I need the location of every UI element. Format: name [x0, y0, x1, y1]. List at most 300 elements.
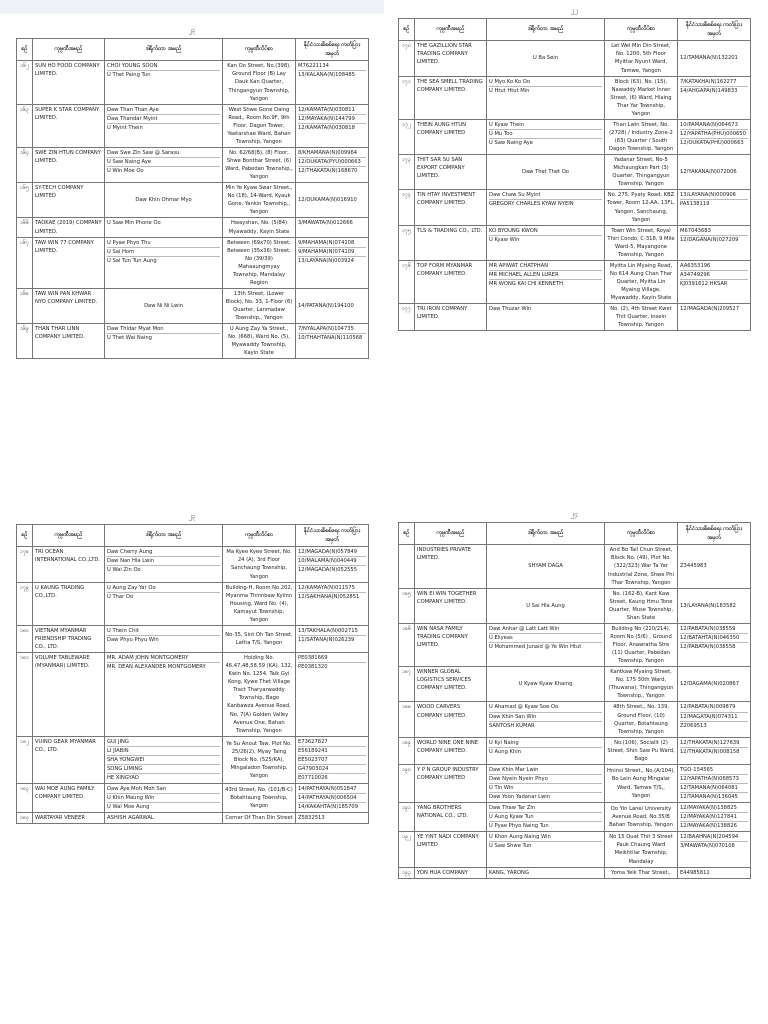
- director-name: U Aung Khin: [489, 747, 602, 756]
- registration-list: [678, 737, 751, 764]
- registration-number: A34749296: [680, 270, 748, 279]
- director-name: U Khon Aung Naing Win: [489, 834, 551, 841]
- director-name: ASHISH AGARWAL: [107, 815, 154, 822]
- company-name: WORLD NINE ONE NINE COMPANY LIMITED.: [415, 737, 487, 764]
- company-name: TRI OCEAN INTERNATIONAL CO.,LTD.: [33, 547, 105, 582]
- registration-number: 14/AHGAPA(N)149833: [680, 86, 748, 95]
- table-row: [17, 288, 369, 323]
- row-number: ၁၈၃: [17, 784, 33, 813]
- director-name: Daw Ni Ni Lwin: [144, 303, 183, 310]
- registration-number: 12/THAKATA(N)008158: [680, 747, 748, 756]
- director-name: U Wai Zin Oo: [107, 565, 220, 574]
- director-name: Daw Anhar @ Latt Latt Win: [489, 625, 560, 632]
- header-address: ကုမ္ပဏီလိပ်စာ: [605, 19, 678, 41]
- director-name: MR. ADAM JOHN MONTGOMERY: [107, 655, 189, 662]
- director-name: U Pyae Phyo Naing Tun: [489, 821, 602, 830]
- table-row: [17, 784, 369, 813]
- director-name: Daw Thaw Tar Zin: [489, 805, 536, 812]
- table-row: [17, 183, 369, 218]
- registration-list: [678, 155, 751, 190]
- row-number: ၁၈၀: [17, 625, 33, 652]
- company-name: THE GAZILLION STAR TRADING COMPANY LIMITED.: [415, 41, 487, 76]
- registration-list: [678, 832, 751, 867]
- registration-list: [678, 260, 751, 303]
- registration-number: EE5023707: [298, 755, 366, 764]
- director-list: [487, 867, 605, 878]
- registration-number: 14/KAKAHTA(N)185709: [298, 802, 366, 811]
- header-company: ကုမ္ပဏီအမည်: [33, 525, 105, 547]
- table-row: [17, 324, 369, 359]
- header-registration: နိုင်ငံသားစိစစ်ရေး ကတ်ပြားအမှတ်: [678, 19, 751, 41]
- director-list: [487, 260, 605, 303]
- company-name: WIN NASA FAMILY TRADING COMPANY LIMITED.: [415, 623, 487, 666]
- company-name: VUINO GEAR MYANMAR CO., LTD.: [33, 736, 105, 783]
- director-list: [487, 155, 605, 190]
- registration-number: 12/TAMANA(N)064081: [680, 783, 748, 792]
- director-name: LI JIABIN: [107, 746, 220, 755]
- director-name: U Khin Maung Win: [107, 793, 220, 802]
- director-name: CHOI YOUNG SOON: [107, 63, 158, 70]
- registration-number: Z2069513: [680, 721, 748, 730]
- company-address: Block (63), No. (15), Nawaddy Market Inner Street, (6) Ward, Hlaing Thar Yar Township, Yangon: [605, 76, 678, 119]
- registration-list: [678, 545, 751, 588]
- page-number: ၂၄: [570, 510, 578, 518]
- company-name: THEIN AUNG HTUN COMPANY LIMITED: [415, 119, 487, 154]
- director-list: [487, 119, 605, 154]
- registration-list: [678, 702, 751, 737]
- company-name: VOLUME TABLEWARE (MYANMAR) LIMITED.: [33, 653, 105, 737]
- registration-list: [678, 225, 751, 260]
- director-name: U Saw Naing Aye: [107, 157, 220, 166]
- company-address: Ma Kyee Kyee Street, No. 24 (A), 3rd Floor Sanchaung Township, Yangon: [223, 547, 296, 582]
- table-row: [399, 588, 751, 623]
- director-list: [105, 237, 223, 288]
- director-name: U Kyaw Win: [489, 235, 602, 244]
- row-number: [399, 545, 415, 588]
- company-address: Kan Oo Street, No.(398), Ground Floor (B) Lay Dauk Kan Quarter, Thingangyun Township, Yangon: [223, 61, 296, 104]
- registration-number: 14/PATHAYA(N)006504: [298, 793, 366, 802]
- company-table: [398, 18, 751, 331]
- header-address: ကုမ္ပဏီလိပ်စာ: [223, 525, 296, 547]
- company-name: SWE ZIN HTUN COMPANY LIMITED.: [33, 147, 105, 182]
- header-director: ဒါရိုက်တာ အမည်: [487, 523, 605, 545]
- company-address: Building-H, Room No.202, Myanma Thinnbaw Kyiinn Housing, Ward No. (4), Kamayut Township, Yangon: [223, 582, 296, 625]
- director-name: MR. DEAN ALEXANDER MONTGOMERY: [107, 662, 220, 671]
- company-address: No. (2), 4th Street Kwet Thit Quarter, Insein Township, Yangon: [605, 304, 678, 331]
- registration-list: [296, 653, 369, 737]
- registration-list: [678, 41, 751, 76]
- director-name: Daw Khin Ohmar Myo: [135, 197, 192, 204]
- company-name: TLS & TRADING CO., LTD.: [415, 225, 487, 260]
- registration-number: 12/OUKATA(PHU)000663: [680, 138, 748, 147]
- registration-list: [296, 104, 369, 147]
- registration-list: [678, 803, 751, 832]
- table-row: [399, 304, 751, 331]
- table-row: [399, 702, 751, 737]
- registration-number: 12/TAMANA(N)136045: [680, 792, 748, 801]
- row-number: ၁၇၈: [17, 547, 33, 582]
- director-name: U Ahamad @ Kyaw Soe Oo: [489, 704, 559, 711]
- company-address: Myitta Lin Myaing Road, No 614 Aung Chan Thar Quarter, Myitta Lin Myaing Village, Myawaddy, Kayin State: [605, 260, 678, 303]
- header-no: စဉ်: [399, 19, 415, 41]
- director-name: Daw Thet Thet Oo: [522, 169, 569, 176]
- registration-number: 12/MAGADA(N)057849: [298, 549, 358, 556]
- company-address: Corner Of Than Din Street: [223, 813, 296, 824]
- director-list: [105, 288, 223, 323]
- registration-list: [678, 304, 751, 331]
- table-row: [17, 813, 369, 824]
- company-name: YON HUA COMPANY: [415, 867, 487, 878]
- director-name: GREGORY CHARLES KYAW NYEIN: [489, 199, 602, 208]
- row-number: ၁၆၅: [17, 183, 33, 218]
- company-address: Let Wel Min Din Street, No. 1200, 5th Floor Myittar Nyunt Ward, Tamwe, Yangon: [605, 41, 678, 76]
- director-name: U Myint Thein: [107, 123, 220, 132]
- row-number: ၁၆၈: [17, 288, 33, 323]
- company-address: No. 62/68(B), (8) Floor, Shwe Bonthar Street, (6) Ward, Pabedan Township,, Yangon: [223, 147, 296, 182]
- registration-number: Z3445983: [680, 563, 707, 570]
- table-row: [399, 41, 751, 76]
- row-number: ၁၇၃: [399, 155, 415, 190]
- company-name: SUN HO FOOD COMPANY LIMITED.: [33, 61, 105, 104]
- registration-number: 8/KHAMANA(N)009964: [298, 149, 358, 156]
- page-panel-4: [398, 510, 750, 1024]
- director-name: Daw Phyu Phyu Win: [107, 635, 220, 644]
- row-number: ၁၇၂: [399, 119, 415, 154]
- company-name: TAW WIN 77 COMPANY LIMITED.: [33, 237, 105, 288]
- director-list: [105, 324, 223, 359]
- registration-number: PE0381669: [298, 655, 328, 662]
- company-address: And Bo Tail Chun Street, Block No. (49), Plot No. (322/323) War Ta Yar Industrial Zone, Shwe Phi Thar Township, Yangon: [605, 545, 678, 588]
- director-name: U Mu Too: [489, 129, 602, 138]
- table-row: [399, 803, 751, 832]
- registration-number: E44985811: [680, 869, 710, 876]
- director-name: U Thein Chit: [107, 627, 139, 634]
- registration-number: AA6353196: [680, 262, 711, 269]
- director-list: [105, 147, 223, 182]
- registration-list: [678, 119, 751, 154]
- table-row: [399, 190, 751, 225]
- company-name: THIT SAR SU SAN EXPORT COMPANY LIMITED.: [415, 155, 487, 190]
- table-row: [399, 76, 751, 119]
- row-number: ၁၇၇: [399, 304, 415, 331]
- table-row: [399, 623, 751, 666]
- top-strip: [0, 0, 384, 14]
- row-number: ၁၇၁: [399, 76, 415, 119]
- table-row: [399, 225, 751, 260]
- row-number: ၁၉၁: [399, 803, 415, 832]
- row-number: ၁၉၀: [399, 764, 415, 802]
- director-list: [105, 547, 223, 582]
- director-list: [105, 653, 223, 737]
- director-list: [105, 625, 223, 652]
- director-name: U Saw Shwe Tun: [489, 841, 602, 850]
- row-number: ၁၆၇: [17, 237, 33, 288]
- director-list: [105, 582, 223, 625]
- company-name: THAN THAR LINN COMPANY LIMITED.: [33, 324, 105, 359]
- registration-list: [296, 61, 369, 104]
- company-name: YE YINT NADI COMPANY LIMITED: [415, 832, 487, 867]
- table-header-row: [17, 525, 369, 547]
- director-list: [487, 764, 605, 802]
- registration-number: 13/TAKHALA(N)002715: [298, 627, 358, 634]
- registration-number: 13/KALANA(N)108485: [298, 70, 366, 79]
- registration-number: PE0381320: [298, 662, 366, 671]
- registration-list: [296, 288, 369, 323]
- company-name: SY-TECH COMPANY LIMITED: [33, 183, 105, 218]
- company-name: WAI MOE AUNG FAMILY COMPANY LIMITED.: [33, 784, 105, 813]
- director-list: [487, 304, 605, 331]
- registration-number: 12/OUKATA(PYU)000663: [298, 157, 366, 166]
- director-name: Daw Thandar Myint: [107, 114, 220, 123]
- director-list: [487, 41, 605, 76]
- company-name: SUPER K STAR COMPANY LIMITED.: [33, 104, 105, 147]
- row-number: ၁၆၆: [17, 218, 33, 237]
- registration-number: 9/MAHAMA(N)074109: [298, 247, 366, 256]
- row-number: ၁၇၀: [399, 41, 415, 76]
- registration-number: 12/KAMATA(N)030811: [298, 106, 355, 113]
- registration-number: TGO-154565: [680, 766, 714, 773]
- director-name: GUI JING: [107, 738, 129, 745]
- director-name: Daw Thuzar Win: [489, 306, 532, 313]
- registration-list: [678, 623, 751, 666]
- director-name: U Thar Oo: [107, 592, 220, 601]
- registration-number: 12/MAYAKA(N)138826: [680, 821, 748, 830]
- registration-number: 12/BAAHNA(N)204594: [680, 834, 739, 841]
- company-address: Kantkaw Myaing Street, No. 175 30th Ward, (Thuwana), Thingangyun Township,, Yangon: [605, 667, 678, 702]
- director-list: [105, 218, 223, 237]
- registration-list: [296, 736, 369, 783]
- director-name: U Kyi Naing: [489, 739, 519, 746]
- registration-number: 12/TAMANA(N)132201: [680, 55, 738, 62]
- director-list: [487, 588, 605, 623]
- table-row: [17, 61, 369, 104]
- director-list: [487, 803, 605, 832]
- company-name: THE SEA SMELL TRADING COMPANY LIMITED.: [415, 76, 487, 119]
- company-table: [398, 522, 751, 879]
- registration-number: 12/MAGATA(N)074311: [680, 712, 748, 721]
- table-row: [17, 653, 369, 737]
- director-name: U Htut Htut Min: [489, 86, 602, 95]
- header-no: စဉ်: [17, 525, 33, 547]
- registration-list: [678, 76, 751, 119]
- registration-number: 12/MAGADA(N)052555: [298, 565, 366, 574]
- header-no: စဉ်: [17, 39, 33, 61]
- company-name: TAOKAE (2019) COMPANY LIMITED.: [33, 218, 105, 237]
- company-table: [16, 38, 369, 359]
- header-registration: နိုင်ငံသားစိစစ်ရေး ကတ်ပြားအမှတ်: [296, 525, 369, 547]
- row-number: ၁၆၄: [17, 147, 33, 182]
- company-address: 13th Street, (Lower Block), No. 33, 1-Floor (6) Quarter, Lanmadaw Township,, Yangon: [223, 288, 296, 323]
- registration-list: [296, 547, 369, 582]
- registration-number: 13/LAYANA(N)003924: [298, 256, 366, 265]
- registration-list: [678, 667, 751, 702]
- row-number: ၁၇၆: [399, 260, 415, 303]
- registration-number: 14/PATHAYA(N)051847: [298, 786, 357, 792]
- director-name: U Eliyeas: [489, 633, 602, 642]
- row-number: ၁၉၂: [399, 832, 415, 867]
- registration-number: 12/MAYAKA(N)127841: [680, 812, 748, 821]
- company-address: Holding No. 46,47,48,58,59 (KA), 132, Kwin No. 1254, Taik Gyi Kong, Kywe Thet Village Tract Tharyarwaddy Township, Bago Kanbawza Avenue Road, No. 7(A) Golden Valley Avenue One, Bahan Township, Yangon: [223, 653, 296, 737]
- company-name: WOOD CARVERS COMPANY LIMITED.: [415, 702, 487, 737]
- header-registration: နိုင်ငံသားစိစစ်ရေး ကတ်ပြားအမှတ်: [296, 39, 369, 61]
- registration-number: 7/NYALAPA(N)104735: [298, 326, 354, 333]
- row-number: ၁၇၅: [399, 225, 415, 260]
- company-name: WARTAYAR VENEER: [33, 813, 105, 824]
- company-address: Hwayshan, No. (5/84) Myawaddy, Kayin State: [223, 218, 296, 237]
- company-name: TAW WIN PAN KHWAR NYO COMPANY LIMITED.: [33, 288, 105, 323]
- row-number: ၁၉၃: [399, 867, 415, 878]
- company-address: Hninsi Street,, No.(A/104), Bo Lein Aung Mingalar Ward, Tamwe T/S,, Yangon: [605, 764, 678, 802]
- table-header-row: [399, 523, 751, 545]
- registration-number: PA5138119: [680, 199, 748, 208]
- director-list: [105, 183, 223, 218]
- company-address: No.(106), Socialit (2) Street, Shin Saw Pu Ward, Bago: [605, 737, 678, 764]
- table-row: [399, 737, 751, 764]
- page-panel-1: [16, 26, 368, 456]
- table-row: [17, 547, 369, 582]
- director-list: [487, 832, 605, 867]
- header-no: စဉ်: [399, 523, 415, 545]
- registration-number: KJ0391612 HKSAR: [680, 279, 748, 288]
- table-row: [399, 545, 751, 588]
- company-name: TIN HTAY INVESTMENT COMPANY LIMITED.: [415, 190, 487, 225]
- table-row: [17, 625, 369, 652]
- registration-list: [296, 183, 369, 218]
- director-list: [487, 190, 605, 225]
- company-name: Y P N GROUP INDUSTRY COMPANY LIMITED: [415, 764, 487, 802]
- director-name: U Aung Zay Yar Oo: [107, 584, 156, 591]
- company-address: Than Lwin Street, No. (2728) / Industry Zone-2 (63) Quarter / South Dagon Township, Yangon: [605, 119, 678, 154]
- director-name: U Myo Ko Ko Oo: [489, 78, 531, 85]
- company-name: VIETNAM MYANMAR FRIENDSHIP TRADING CO., LTD.: [33, 625, 105, 652]
- registration-list: [296, 147, 369, 182]
- header-director: ဒါရိုက်တာ အမည်: [105, 525, 223, 547]
- director-name: Daw Aye Moh Moh San: [107, 786, 167, 792]
- company-address: Town Win Street, Royal Thiri Condo, C-318, 9 Mile Ward-5, Mayangone Township, Yangon: [605, 225, 678, 260]
- director-name: U Sai Hom: [107, 247, 220, 256]
- director-list: [487, 667, 605, 702]
- director-name: U Thet Paing Tun: [107, 70, 220, 79]
- table-row: [399, 667, 751, 702]
- header-company: ကုမ္ပဏီအမည်: [33, 39, 105, 61]
- registration-number: 13/LAYANA(N)000906: [680, 192, 736, 199]
- director-name: U Tin Win: [489, 783, 602, 792]
- registration-number: M76221134: [298, 63, 329, 70]
- table-row: [399, 867, 751, 878]
- director-name: U Aung Kyaw Tun: [489, 812, 602, 821]
- director-list: [105, 736, 223, 783]
- table-row: [17, 582, 369, 625]
- company-address: 43rd Street, No. (101/B-C) Botahtaung Township, Yangon: [223, 784, 296, 813]
- registration-number: E07710026: [298, 773, 366, 782]
- director-name: MR WONG KAI CHI KENNETH: [489, 279, 602, 288]
- director-name: SHYAM DAGA: [528, 563, 563, 570]
- director-name: U Saw Min Phone Oo: [107, 220, 161, 227]
- page-number: ၂၃: [188, 26, 196, 34]
- director-name: Daw Than Than Aye: [107, 106, 159, 113]
- director-list: [487, 76, 605, 119]
- director-list: [105, 104, 223, 147]
- registration-list: [296, 324, 369, 359]
- registration-list: [296, 237, 369, 288]
- director-list: [487, 737, 605, 764]
- company-address: U Aung Zay Ya Street,, No. (668), Ward No. (5), Myawaddy Township, Kayin State: [223, 324, 296, 359]
- director-name: KANG, YARONG: [489, 869, 529, 876]
- director-list: [487, 545, 605, 588]
- row-number: ၁၈၄: [17, 813, 33, 824]
- table-header-row: [399, 19, 751, 41]
- registration-number: M67043683: [680, 227, 711, 234]
- company-table: [16, 524, 369, 824]
- registration-list: [678, 190, 751, 225]
- company-address: No 15 Quat Thit 3 Street Pauk Chaung Ward Meikhtilar Township, Mandalay: [605, 832, 678, 867]
- company-address: No. 275, Pyaty Road, KBZ Tower, Room 12-AA, 13FL. Yangon, Sanchaung, Yangon: [605, 190, 678, 225]
- director-name: Daw Nan Hla Lwin: [107, 556, 220, 565]
- row-number: ၁၈၅: [399, 588, 415, 623]
- table-row: [399, 260, 751, 303]
- director-name: Daw Nyein Nyein Phyo: [489, 774, 602, 783]
- director-list: [105, 61, 223, 104]
- table-row: [17, 218, 369, 237]
- company-name: TRI IRON COMPANY LIMITED.: [415, 304, 487, 331]
- registration-list: [678, 588, 751, 623]
- registration-number: G47903024: [298, 764, 366, 773]
- header-director: ဒါရိုက်တာ အမည်: [487, 19, 605, 41]
- director-name: U Win Moe Oo: [107, 166, 220, 175]
- registration-number: 12/THAKATA(N)127639: [680, 739, 740, 746]
- registration-number: 12/YAKANA(N)072006: [680, 169, 737, 176]
- registration-number: 12/PABATA(N)009879: [680, 704, 736, 711]
- registration-number: 3/MAWATA(N)070108: [680, 841, 748, 850]
- registration-number: 12/PABATA(N)038559: [680, 625, 736, 632]
- registration-list: [296, 625, 369, 652]
- company-name: WIN EI WIN TOGETHER COMPANY LIMITED.: [415, 588, 487, 623]
- registration-list: [296, 218, 369, 237]
- row-number: ၁၈၁: [17, 653, 33, 737]
- registration-number: 11/SATANA(N)026239: [298, 635, 366, 644]
- registration-number: 3/MAWATA(N)012666: [298, 220, 353, 227]
- row-number: ၁၈၇: [399, 667, 415, 702]
- row-number: ၁၈၈: [399, 702, 415, 737]
- director-name: HE XINGYAO: [107, 773, 220, 782]
- row-number: ၁၆၃: [17, 104, 33, 147]
- director-list: [487, 702, 605, 737]
- registration-number: 10/THAHTANA(N)110568: [298, 333, 366, 342]
- director-name: Daw Thidar Myat Mon: [107, 326, 164, 333]
- director-name: U Kyaw Thein: [489, 121, 524, 128]
- registration-list: [296, 582, 369, 625]
- row-number: ၁၆၉: [17, 324, 33, 359]
- header-registration: နိုင်ငံသားစိစစ်ရေး ကတ်ပြားအမှတ်: [678, 523, 751, 545]
- table-row: [17, 104, 369, 147]
- director-name: SANTOSH KUMAR: [489, 721, 602, 730]
- director-name: U Saw Naing Aye: [489, 138, 602, 147]
- director-name: MR APIWAT CHATPHAN: [489, 262, 549, 269]
- company-name: INDUSTRIES PRIVATE LIMITED.: [415, 545, 487, 588]
- registration-number: 12/YAPATHA(PHU)000650: [680, 129, 748, 138]
- registration-number: 12/MAYAKA(N)138825: [680, 805, 737, 812]
- row-number: ၁၆၂: [17, 61, 33, 104]
- registration-list: [296, 813, 369, 824]
- director-name: Daw Yoon Yadanar Lwin: [489, 792, 602, 801]
- page-number: ၂၃: [188, 512, 196, 520]
- header-address: ကုမ္ပဏီလိပ်စာ: [605, 523, 678, 545]
- registration-number: E56189241: [298, 746, 366, 755]
- registration-number: 12/KAMAYA(N)011575: [298, 584, 355, 591]
- page-panel-3: [16, 512, 368, 1024]
- registration-number: 12/YAPATHA(N)068573: [680, 774, 748, 783]
- registration-number: E73627827: [298, 738, 328, 745]
